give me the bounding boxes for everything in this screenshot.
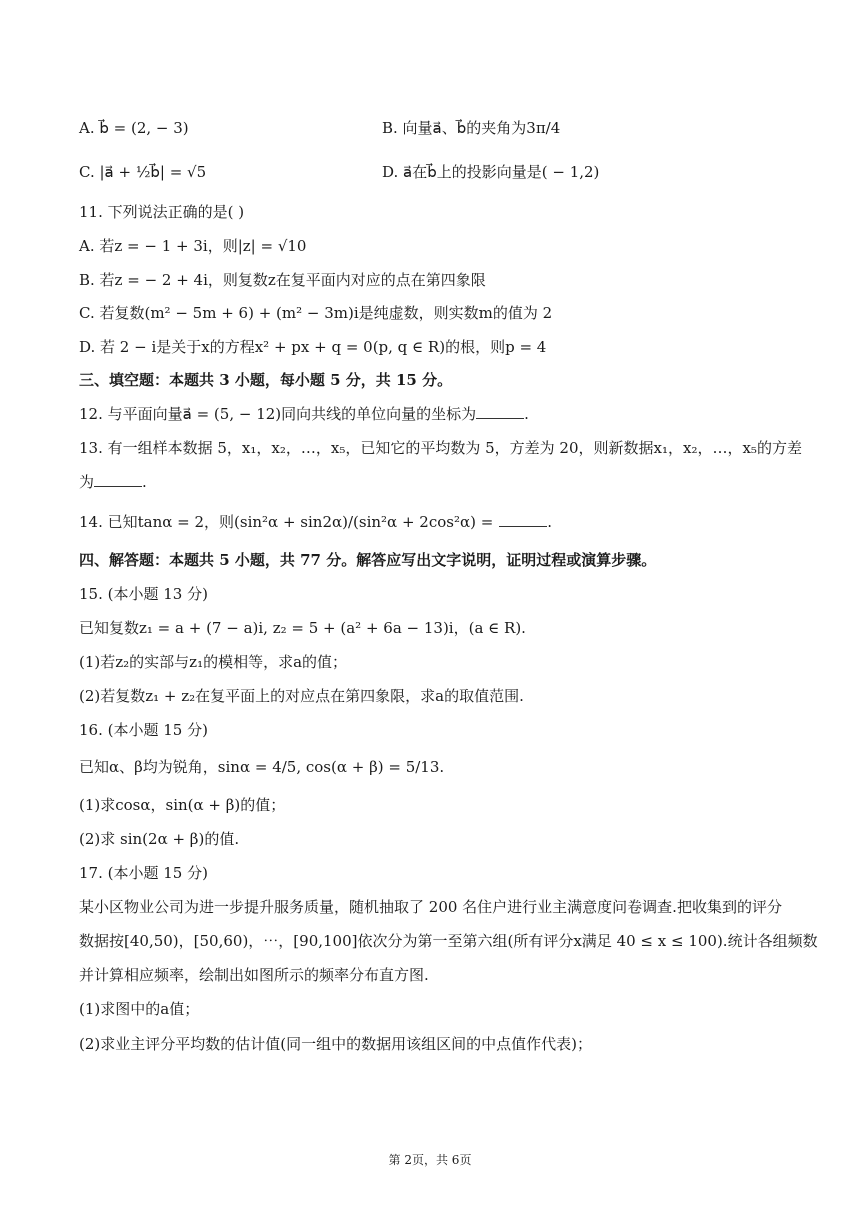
q11-stem: 11. 下列说法正确的是( ) [79, 203, 245, 221]
q11-option-d: D. 若 2 − i是关于x的方程x² + px + q = 0(p, q ∈ R)的根，则p = 4 [79, 338, 547, 356]
q12 [79, 404, 529, 424]
q13-line2 [79, 472, 147, 492]
q16-stem: 已知α、β均为锐角，sinα = 4/5, cos(α + β) = 5/13. [79, 758, 445, 776]
q15-part1: (1)若z₂的实部与z₁的模相等，求a的值； [79, 653, 348, 671]
answer-blank [94, 472, 142, 487]
q15-stem: 已知复数z₁ = a + (7 − a)i, z₂ = 5 + (a² + 6a − 13)i，(a ∈ R). [79, 619, 526, 637]
answer-blank [476, 404, 524, 419]
q11-option-a: A. 若z = − 1 + 3i，则|z| = √10 [79, 237, 307, 255]
q17-line3: 并计算相应频率，绘制出如图所示的频率分布直方图. [79, 966, 429, 984]
q15-part2: (2)若复数z₁ + z₂在复平面上的对应点在第四象限，求a的取值范围. [79, 687, 524, 705]
q10-option-d: D. a⃗在b⃗上的投影向量是( − 1,2) [382, 163, 600, 181]
section3-heading: 三、填空题：本题共 3 小题，每小题 5 分，共 15 分。 [79, 371, 453, 389]
q17-part1: (1)求图中的a值； [79, 1000, 200, 1018]
q10-option-c: C. |a⃗ + ½b⃗| = √5 [79, 163, 207, 181]
q17-line1: 某小区物业公司为进一步提升服务质量，随机抽取了 200 名住户进行业主满意度问卷调查.把收集到的评分 [79, 898, 782, 916]
q11-option-b: B. 若z = − 2 + 4i，则复数z在复平面内对应的点在第四象限 [79, 271, 486, 289]
q16-header: 16. (本小题 15 分) [79, 721, 208, 739]
q10-option-b: B. 向量a⃗、b⃗的夹角为3π/4 [382, 119, 561, 137]
q13-line1: 13. 有一组样本数据 5，x₁，x₂，…，x₅，已知它的平均数为 5，方差为 20，则新数据x₁，x₂，…，x₅的方差 [79, 439, 802, 457]
q17-part2: (2)求业主评分平均数的估计值(同一组中的数据用该组区间的中点值作代表)； [79, 1035, 592, 1053]
section4-heading: 四、解答题：本题共 5 小题，共 77 分。解答应写出文字说明，证明过程或演算步骤。 [79, 551, 657, 569]
q16-part2: (2)求 sin(2α + β)的值. [79, 830, 240, 848]
q10-option-a: A. b⃗ = (2, − 3) [79, 119, 189, 137]
q14-period: . [547, 513, 553, 531]
answer-blank [499, 512, 547, 527]
q13-text: 为 [79, 473, 95, 491]
q16-part1: (1)求cosα，sin(α + β)的值； [79, 796, 286, 814]
q17-header: 17. (本小题 15 分) [79, 864, 208, 882]
q13-period: . [142, 473, 147, 491]
q12-period: . [524, 405, 529, 423]
q14-text: 14. 已知tanα = 2，则(sin²α + sin2α)/(sin²α + 2cos²α) = [79, 513, 494, 531]
q15-header: 15. (本小题 13 分) [79, 585, 208, 603]
page-footer: 第 2页，共 6页 [388, 1153, 472, 1167]
q17-line2: 数据按[40,50)，[50,60)，⋯，[90,100]依次分为第一至第六组(所有评分x满足 40 ≤ x ≤ 100).统计各组频数 [79, 932, 818, 950]
q12-text: 12. 与平面向量a⃗ = (5, − 12)同向共线的单位向量的坐标为 [79, 405, 477, 423]
q11-option-c: C. 若复数(m² − 5m + 6) + (m² − 3m)i是纯虚数，则实数m的值为 2 [79, 304, 553, 322]
q14 [79, 512, 552, 532]
